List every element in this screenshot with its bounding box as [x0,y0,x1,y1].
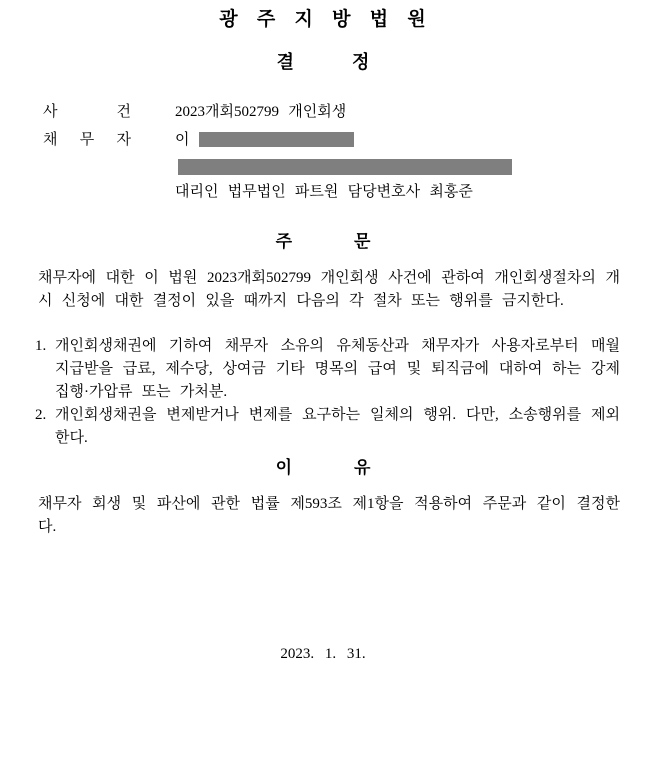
reason-heading-char-right: 유 [354,458,371,477]
doc-type-char-right: 정 [352,52,370,72]
order-heading-char-right: 문 [354,232,371,251]
debtor-label-char: 자 [116,132,131,148]
document-type-heading [0,52,646,72]
debtor-row [43,130,646,150]
order-section-heading [0,232,646,252]
court-name-title: 광 주 지 방 법 원 [219,9,427,30]
order-item-text: 개인회생채권에 기하여 채무자 소유의 유체동산과 채무자가 사용자로부터 매월 지급받을 급료, 제수당, 상여금 기타 명목의 급여 및 퇴직금에 대하여 하는 강제집행·가압류 또는 가처분. [55,338,620,400]
order-item-1 [35,335,620,404]
reason-heading-char-left: 이 [275,458,292,477]
redaction-box-debtor-name [199,132,354,147]
doc-type-char-left: 결 [276,52,294,72]
debtor-label-char: 무 [79,132,95,148]
debtor-label [43,130,131,150]
debtor-surname: 이 [175,132,190,148]
debtor-address-row [175,157,646,175]
reason-paragraph: 채무자 회생 및 파산에 관한 법률 제593조 제1항을 적용하여 주문과 같이 결정한다. [38,496,620,535]
case-number-label [43,102,131,122]
order-item-number: 2. [35,407,47,423]
debtor-label-char: 채 [43,132,58,148]
order-items-list [35,335,620,450]
redaction-box-debtor-address [178,159,512,175]
order-item-2 [35,404,620,450]
order-heading-char-left: 주 [275,232,292,251]
decision-date: 2023. 1. 31. [280,646,366,662]
case-number-value: 2023개회502799 개인회생 [175,104,347,120]
reason-section-heading [0,458,646,478]
case-label-char: 사 [43,104,58,120]
case-number-row [43,102,646,122]
case-label-char: 건 [116,104,131,120]
case-info-block [43,102,646,202]
attorney-row [175,182,646,202]
order-item-text: 개인회생채권을 변제받거나 변제를 요구하는 일체의 행위. 다만, 소송행위를 제외한다. [55,407,620,446]
debtor-value [175,130,354,150]
attorney-text: 대리인 법무법인 파트원 담당변호사 최홍준 [175,184,473,200]
order-intro-paragraph: 채무자에 대한 이 법원 2023개회502799 개인회생 사건에 관하여 개인회생절차의 개시 신청에 대한 결정이 있을 때까지 다음의 각 절차 또는 행위를 금지한다. [38,270,620,309]
order-item-number: 1. [35,338,47,354]
